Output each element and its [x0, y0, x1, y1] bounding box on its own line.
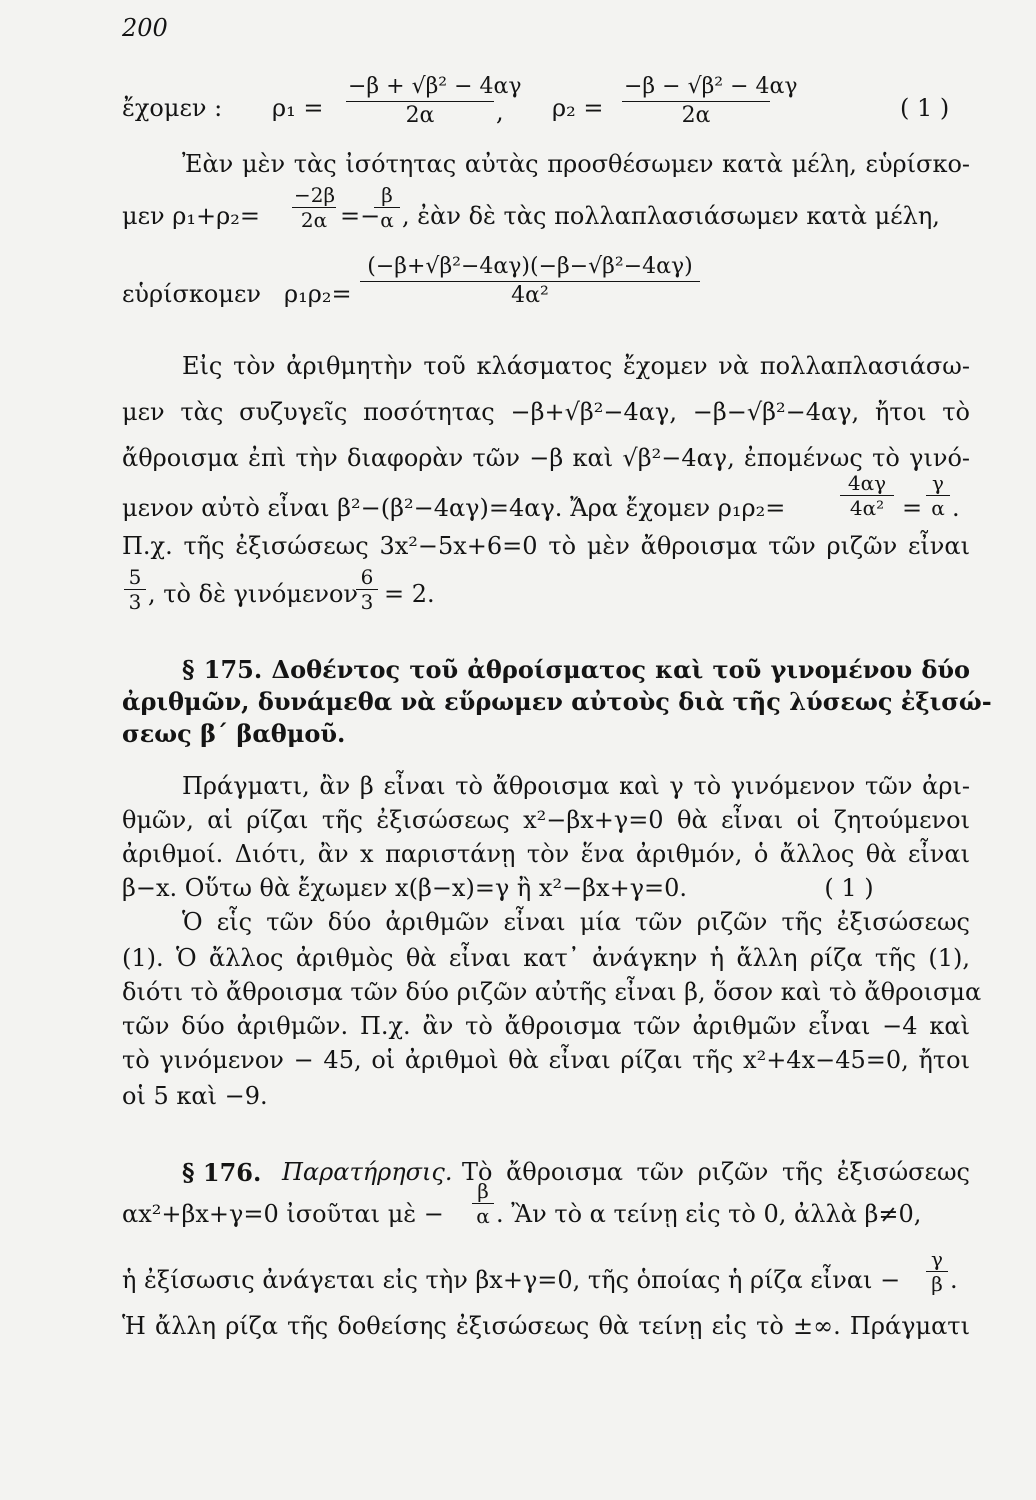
- text-line: β−x. Οὕτω θὰ ἔχωμεν x(β−x)=γ ἢ x²−βx+γ=0. ( 1 ): [122, 874, 874, 902]
- sum-fraction: [292, 184, 336, 231]
- page-number: 200: [122, 14, 168, 42]
- eq1-comma: ,: [496, 98, 504, 126]
- numerator: β: [477, 1179, 489, 1203]
- denominator: α: [931, 496, 945, 520]
- numerator: (−β+√β²−4αγ)(−β−√β²−4αγ): [367, 254, 693, 279]
- text-line: Εἰς τὸν ἀριθμητὴν τοῦ κλάσματος ἔχομεν νὰ πολλαπλασιάσω-: [182, 352, 970, 380]
- ratio-fraction: [374, 184, 400, 231]
- numerator: 4αγ: [847, 471, 887, 495]
- eq1-r1-label: ρ₁ =: [272, 94, 324, 122]
- line-start: αx²+βx+γ=0 ἰσοῦται μὲ −: [122, 1200, 444, 1228]
- denominator: β: [931, 1272, 943, 1296]
- numerator: γ: [931, 1247, 943, 1271]
- period: .: [952, 494, 960, 522]
- fraction-bar: [346, 101, 494, 102]
- eq1-r1-numerator: −β + √β² − 4αγ: [348, 74, 522, 99]
- equals: =: [902, 494, 923, 522]
- eq1-r1-fraction: [346, 74, 522, 129]
- line-end: . Ἂν τὸ α τείνῃ εἰς τὸ 0, ἀλλὰ β≠0,: [496, 1200, 922, 1228]
- numerator: γ: [932, 471, 944, 495]
- text-line: Ἐὰν μὲν τὰς ἰσότητας αὐτὰς προσθέσωμεν κατὰ μέλη, εὑρίσκο-: [182, 150, 970, 178]
- sum-line-end: , ἐὰν δὲ τὰς πολλαπλασιάσωμεν κατὰ μέλη,: [402, 202, 940, 230]
- text-line: Ὁ εἷς τῶν δύο ἀριθμῶν εἶναι μία τῶν ριζῶν τῆς ἐξισώσεως: [182, 908, 970, 936]
- denominator: 3: [128, 590, 142, 614]
- denominator: α: [476, 1204, 490, 1228]
- text-line: τὸ γινόμενον − 45, οἱ ἀριθμοὶ θὰ εἶναι ρίζαι τῆς x²+4x−45=0, ἤτοι: [122, 1046, 970, 1074]
- section-175-heading: ἀριθμῶν, δυνάμεθα νὰ εὕρωμεν αὐτοὺς διὰ τῆς λύσεως ἐξισώ-: [122, 687, 992, 716]
- fraction-bar: [622, 101, 770, 102]
- denominator: 3: [360, 590, 374, 614]
- text-line: οἱ 5 καὶ −9.: [122, 1082, 268, 1110]
- eq1-r2-fraction: [622, 74, 798, 129]
- eq1-r2-label: ρ₂ =: [552, 94, 604, 122]
- root-sum-fraction: [472, 1180, 494, 1227]
- eq1-r2-numerator: −β − √β² − 4αγ: [624, 74, 798, 99]
- period: .: [950, 1266, 958, 1294]
- root-fraction: [926, 1248, 948, 1295]
- equals-minus: =−: [340, 202, 381, 230]
- sum-line-start: μεν ρ₁+ρ₂=: [122, 202, 260, 230]
- text-line: ἄθροισμα ἐπὶ τὴν διαφορὰν τῶν −β καὶ √β²−4αγ, ἐπομένως τὸ γινό-: [122, 444, 970, 472]
- denominator: α: [380, 208, 394, 232]
- numerator: 5: [128, 565, 142, 589]
- eq1-lead: ἔχομεν :: [122, 94, 223, 122]
- eq1-tag: ( 1 ): [900, 94, 950, 122]
- section-176-number: § 176.: [182, 1158, 262, 1187]
- result-fraction: [840, 472, 894, 519]
- line-start: μενον αὐτὸ εἶναι β²−(β²−4αγ)=4αγ. Ἄρα ἔχομεν ρ₁ρ₂=: [122, 494, 786, 522]
- text-line: (1). Ὁ ἄλλος ἀριθμὸς θὰ εἶναι κατ᾽ ἀνάγκην ἡ ἄλλη ρίζα τῆς (1),: [122, 944, 970, 972]
- section-176-text: Τὸ ἄθροισμα τῶν ριζῶν τῆς ἐξισώσεως: [462, 1158, 970, 1186]
- product-line-start: εὑρίσκομεν: [122, 280, 261, 308]
- denominator: 4α²: [511, 283, 549, 308]
- product-label: ρ₁ρ₂=: [284, 280, 352, 308]
- section-175-heading: § 175. Δοθέντος τοῦ ἀθροίσματος καὶ τοῦ γινομένου δύο: [182, 655, 970, 684]
- text-line: θμῶν, αἱ ρίζαι τῆς ἐξισώσεως x²−βx+γ=0 θὰ εἶναι οἱ ζητούμενοι: [122, 806, 970, 834]
- denominator: 2α: [300, 208, 328, 232]
- denominator: 4α²: [849, 496, 885, 520]
- text-line: μεν τὰς συζυγεῖς ποσότητας −β+√β²−4αγ, −β−√β²−4αγ, ἤτοι τὸ: [122, 398, 970, 426]
- text-line: ἀριθμοί. Διότι, ἂν x παριστάνῃ τὸν ἕνα ἀριθμόν, ὁ ἄλλος θὰ εἶναι: [122, 840, 970, 868]
- fraction-bar: [360, 281, 700, 282]
- line-end: = 2.: [384, 580, 435, 608]
- text-line: Πράγματι, ἂν β εἶναι τὸ ἄθροισμα καὶ γ τὸ γινόμενον τῶν ἀρι-: [182, 772, 970, 800]
- text-line: Π.χ. τῆς ἐξισώσεως 3x²−5x+6=0 τὸ μὲν ἄθροισμα τῶν ριζῶν εἶναι: [122, 532, 970, 560]
- numerator: −2β: [294, 183, 336, 207]
- numerator: 6: [360, 565, 374, 589]
- section-176-title: Παρατήρησις.: [282, 1158, 453, 1186]
- line-middle: , τὸ δὲ γινόμενον: [148, 580, 359, 608]
- numerator: β: [381, 183, 393, 207]
- sum-value-fraction: [124, 566, 146, 613]
- text-line: τῶν δύο ἀριθμῶν. Π.χ. ἂν τὸ ἄθροισμα τῶν ἀριθμῶν εἶναι −4 καὶ: [122, 1012, 970, 1040]
- line-start: ἡ ἐξίσωσις ἀνάγεται εἰς τὴν βx+γ=0, τῆς ὁποίας ἡ ρίζα εἶναι −: [122, 1266, 901, 1294]
- text-line: Ἡ ἄλλη ρίζα τῆς δοθείσης ἐξισώσεως θὰ τείνῃ εἰς τὸ ±∞. Πράγματι: [122, 1312, 970, 1340]
- ratio-fraction: [926, 472, 950, 519]
- product-value-fraction: [356, 566, 378, 613]
- eq1-r2-denominator: 2α: [681, 103, 711, 128]
- section-175-heading: σεως β΄ βαθμοῦ.: [122, 719, 346, 748]
- eq1-r1-denominator: 2α: [405, 103, 435, 128]
- product-fraction: [360, 254, 700, 309]
- text-line: διότι τὸ ἄθροισμα τῶν δύο ριζῶν αὐτῆς εἶναι β, ὅσον καὶ τὸ ἄθροισμα: [122, 978, 982, 1006]
